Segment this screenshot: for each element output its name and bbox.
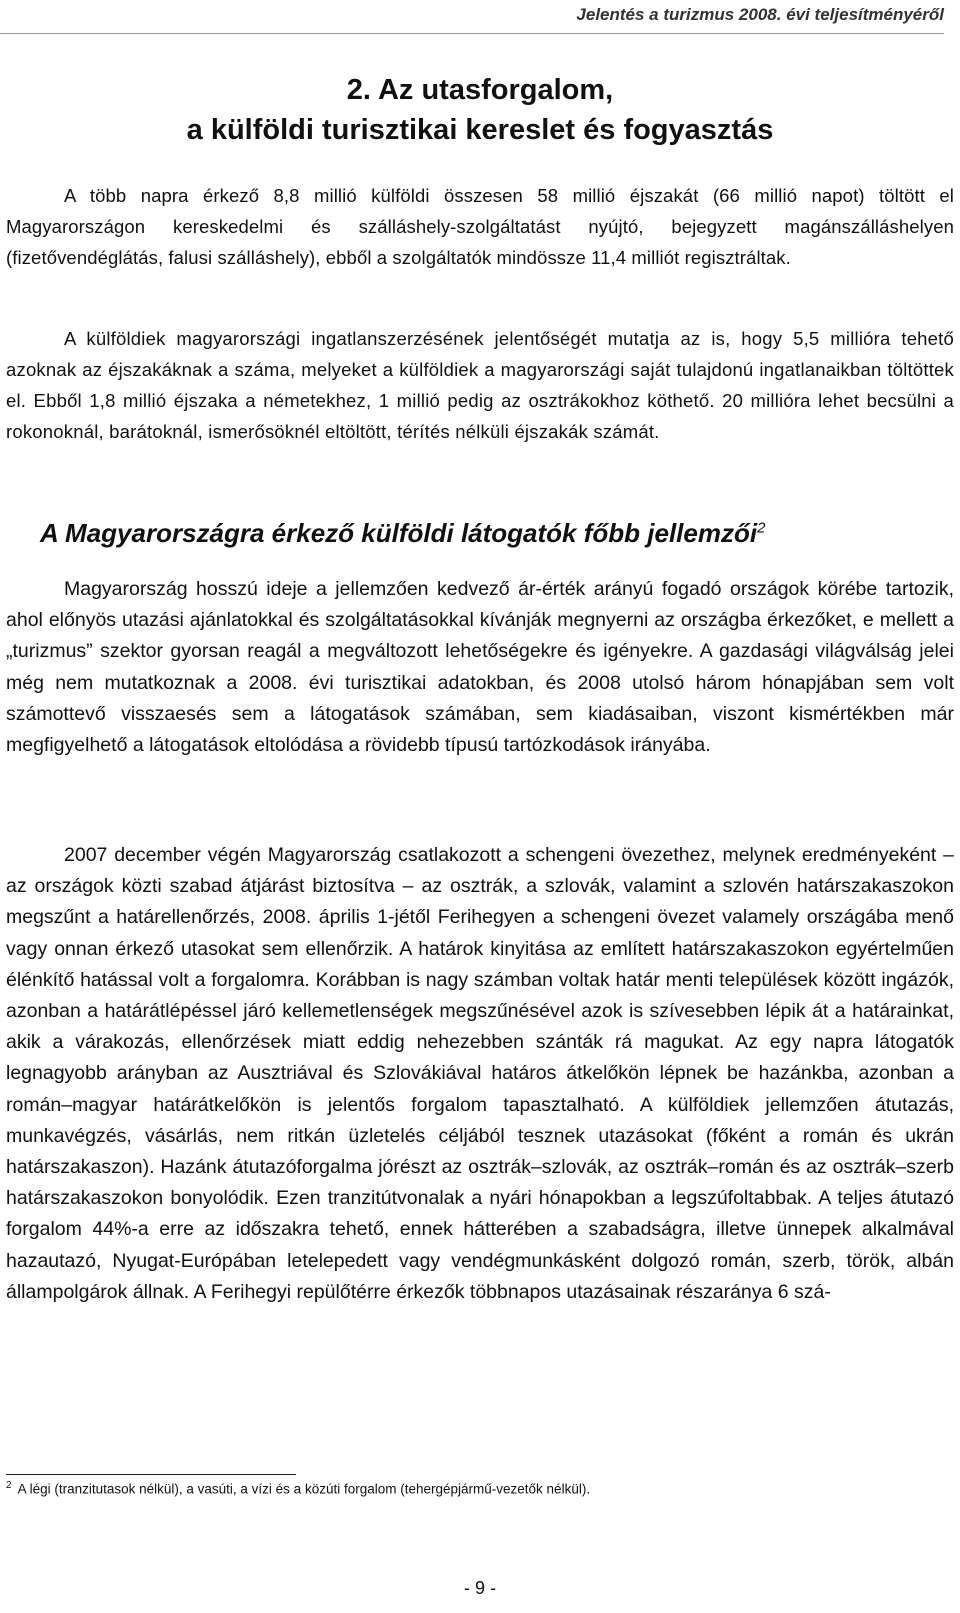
chapter-title-line-1: 2. Az utasforgalom, xyxy=(346,74,614,106)
footnote-separator xyxy=(6,1474,296,1475)
footnote-text: A légi (tranzitutasok nélkül), a vasúti, a vízi és a közúti forgalom (tehergépjármű-vezetők nélkül). xyxy=(17,1481,591,1497)
header-title: Jelentés a turizmus 2008. évi teljesítményéről xyxy=(576,5,944,24)
intro-paragraph-1: A több napra érkező 8,8 millió külföldi összesen 58 millió éjszakát (66 millió napot) töltött el Magyarországon kereskedelmi és szálláshely-szolgáltatást nyújtó, bejegyzett magánszálláshelyen (fizetővendéglátás, falusi szálláshely), ebből a szolgáltatók mindössze 11,4 milliót regisztráltak. xyxy=(6,185,954,268)
section-heading xyxy=(40,518,765,549)
intro-paragraph-2: A külföldiek magyarországi ingatlanszerzésének jelentőségét mutatja az is, hogy 5,5 millióra tehető azoknak az éjszakáknak a száma, melyeket a külföldiek a magyarországi saját tulajdonú ingatlanaikban töltöttek el. Ebből 1,8 millió éjszaka a németekhez, 1 millió pedig az osztrákokhoz köthető. 20 millióra lehet becsülni a rokonoknál, barátoknál, ismerősöknél eltöltött, térítés nélküli éjszakák számát. xyxy=(6,328,954,442)
chapter-title xyxy=(0,70,960,150)
running-header xyxy=(0,0,944,34)
chapter-title-line-2: a külföldi turisztikai kereslet és fogyasztás xyxy=(186,114,774,146)
page-number: - 9 - xyxy=(463,1578,496,1598)
footnote-number: 2 xyxy=(6,1480,12,1491)
footnote xyxy=(6,1480,590,1497)
footnote-reference: 2 xyxy=(757,519,766,537)
section-heading-text: A Magyarországra érkező külföldi látogatók főbb jellemzői xyxy=(40,518,758,548)
body-paragraph-2: 2007 december végén Magyarország csatlakozott a schengeni övezethez, melynek eredményeként – az országok közti szabad átjárást biztosítva – az osztrák, a szlovák, valamint a szlovén határszakaszokon megszűnt a határellenőrzés, 2008. április 1-jétől Ferihegyen a schengeni övezet valamely országába menő vagy onnan érkező utasokat sem ellenőrzik. A határok kinyitása az említett határszakaszokon egyértelműen élénkítő hatással volt a forgalomra. Korábban is nagy számban voltak határ menti települések között ingázók, azonban a határátlépéssel járó kellemetlenségek megszűnésével azok is szívesebben lépik át a határainkat, akik a várakozás, ellenőrzések miatt eddig nehezebben szánták rá magukat. Az egy napra látogatók legnagyobb arányban az Ausztriával és Szlovákiával határos átkelőkön lépnek be hazánkba, azonban a román–magyar határátkelőkön is jelentős forgalom tapasztalható. A külföldiek jellemzően átutazás, munkavégzés, vásárlás, nem ritkán üzletelés céljából tesznek utazásokat (főként a román és ukrán határszakaszon). Hazánk átutazóforgalma jórészt az osztrák–szlovák, az osztrák–román és az osztrák–szerb határszakaszokon bonyolódik. Ezen tranzitútvonalak a nyári hónapokban a legszúfoltabbak. A teljes átutazó forgalom 44%-a erre az időszakra tehető, ennek hátterében a szabadságra, illetve ünnepek alkalmával hazautazó, Nyugat-Európában letelepedett vagy vendégmunkásként dolgozó román, szerb, török, albán állampolgárok állnak. A Ferihegyi repülőtérre érkezők többnapos utazásainak részaránya 6 szá- xyxy=(6,844,954,1303)
body-paragraph-1: Magyarország hosszú ideje a jellemzően kedvező ár-érték arányú fogadó országok körébe tartozik, ahol előnyös utazási ajánlatokkal és szolgáltatásokkal kívánják megnyerni az országba érkezőket, e mellett a „turizmus” szektor gyorsan reagál a megváltozott lehetőségekre és igényekre. A gazdasági világválság jelei még nem mutatkoznak a 2008. évi turisztikai adatokban, és 2008 utolsó három hónapjában sem volt számottevő visszaesés sem a látogatások számában, sem kiadásaiban, viszont kismértékben már megfigyelhető a látogatások eltolódása a rövidebb típusú tartózkodások irányába. xyxy=(6,578,954,757)
